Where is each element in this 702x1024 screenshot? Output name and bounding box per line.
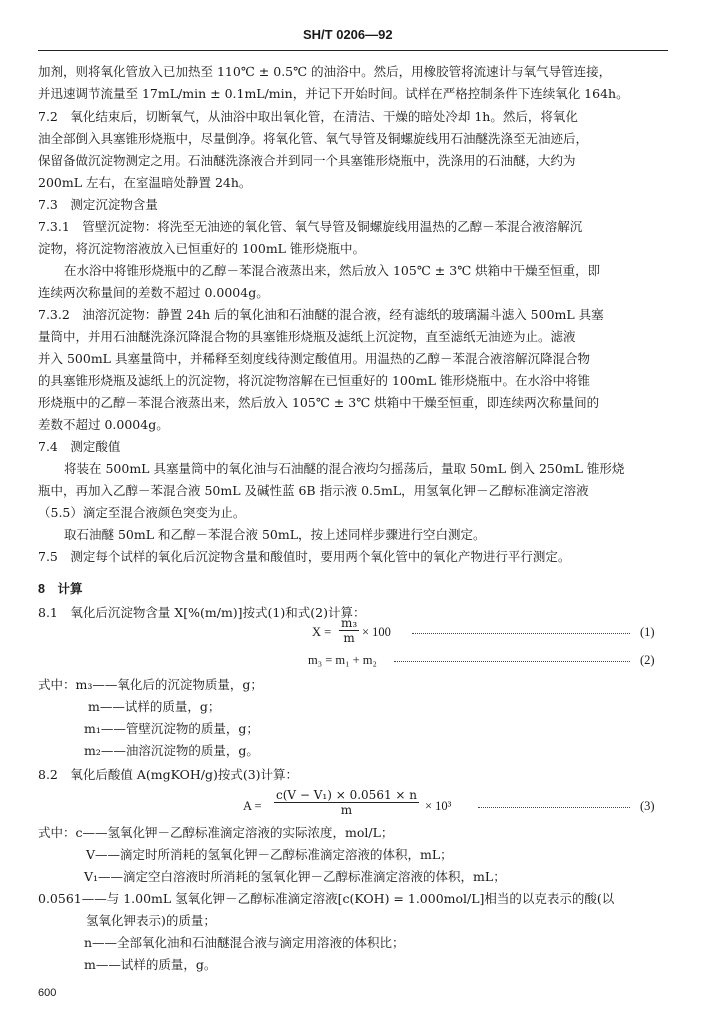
variable-definition: V₁——滴定空白溶液时所消耗的氢氧化钾－乙醇标准滴定溶液的体积，mL；: [84, 869, 506, 884]
leader-dots: [478, 807, 630, 808]
text-line: 7.5 测定每个试样的氧化后沉淀物含量和酸值时，要用两个氧化管中的氧化产物进行平行测定。: [38, 549, 571, 564]
text-line: 7.2 氧化结束后，切断氧气，从油浴中取出氧化管，在清洁、干燥的暗处冷却 1h。然后，将氧化: [38, 109, 578, 124]
page-number: 600: [38, 987, 57, 999]
text-line: 形烧瓶中的乙醇－苯混合液蒸出来，然后放入 105℃ ± 3℃ 烘箱中干燥至恒重，即连续两次称量间的: [38, 395, 600, 410]
variable-definition: 氢氧化钾表示)的质量；: [86, 913, 216, 928]
equation-expression: m₃ = m₁ + m₂: [308, 653, 377, 667]
fraction-denominator: m: [343, 631, 355, 645]
equation-tail: × 100: [362, 625, 391, 639]
section-heading-calculation: 8 计算: [38, 582, 83, 596]
leader-dots: [394, 661, 630, 662]
text-line: 在水浴中将锥形烧瓶中的乙醇－苯混合液蒸出来，然后放入 105℃ ± 3℃ 烘箱中干燥至恒重，即: [64, 263, 601, 278]
text-line: 并迅速调节流量至 17mL/min ± 0.1mL/min，并记下开始时间。试样在严格控制条件下连续氧化 164h。: [38, 86, 629, 101]
text-line: 将装在 500mL 具塞量筒中的氧化油与石油醚的混合液均匀摇荡后，量取 50mL 倒入 250mL 锥形烧: [64, 461, 625, 476]
equation-lhs: X =: [312, 625, 332, 639]
variable-definition: m₂——油溶沉淀物的质量，g。: [84, 743, 259, 758]
variable-definition: m——试样的质量，g。: [84, 957, 217, 972]
text-line: 8.2 氧化后酸值 A(mgKOH/g)按式(3)计算：: [38, 767, 299, 782]
text-line: 7.3.2 油溶沉淀物：静置 24h 后的氧化油和石油醚的混合液，经有滤纸的玻璃漏斗滤入 500mL 具塞: [38, 307, 604, 322]
text-line: 保留备做沉淀物测定之用。石油醚洗涤液合并到同一个具塞锥形烧瓶中，洗涤用的石油醚，大约为: [38, 153, 576, 168]
section-heading: 7.4 测定酸值: [38, 439, 121, 454]
fraction-denominator: m: [340, 803, 353, 817]
equation-tail: × 10³: [425, 799, 452, 813]
equation-lhs: A =: [243, 799, 262, 813]
equation-number: (1): [640, 625, 655, 639]
equation-number: (2): [640, 653, 655, 667]
variable-definition: m——试样的质量，g；: [88, 699, 221, 714]
text-line: 加剂，则将氧化管放入已加热至 110℃ ± 0.5℃ 的油浴中。然后，用橡胶管将流速计与氧气导管连接，: [38, 64, 612, 79]
text-line: 连续两次称量间的差数不超过 0.0004g。: [38, 285, 269, 300]
variable-definition: 式中：c——氢氧化钾－乙醇标准滴定溶液的实际浓度，mol/L；: [38, 825, 394, 840]
text-line: 200mL 左右，在室温暗处静置 24h。: [38, 175, 252, 190]
equation-fraction: [274, 789, 419, 816]
text-line: 油全部倒入具塞锥形烧瓶中，尽量倒净。将氧化管、氧气导管及铜螺旋线用石油醚洗涤至无油迹后，: [38, 131, 589, 146]
text-line: 取石油醚 50mL 和乙醇－苯混合液 50mL，按上述同样步骤进行空白测定。: [64, 527, 486, 542]
fraction-numerator: c(V − V₁) × 0.0561 × n: [276, 788, 417, 802]
equation-number: (3): [640, 799, 655, 813]
variable-definition: n——全部氧化油和石油醚混合液与滴定用溶液的体积比；: [84, 935, 405, 950]
text-line: 的具塞锥形烧瓶及滤纸上的沉淀物，将沉淀物溶解在已恒重好的 100mL 锥形烧瓶中。在水浴中将锥: [38, 373, 590, 388]
variable-definition: 0.0561——与 1.00mL 氢氧化钾－乙醇标准滴定溶液[c(KOH) = 1.000mol/L]相当的以克表示的酸(以: [38, 891, 615, 906]
text-line: 差数不超过 0.0004g。: [38, 417, 169, 432]
variable-definition: V——滴定时所消耗的氢氧化钾－乙醇标准滴定溶液的体积，mL；: [86, 847, 453, 862]
variable-definition: m₁——管壁沉淀物的质量，g；: [84, 721, 259, 736]
text-line: 7.3.1 管壁沉淀物：将洗至无油迹的氧化管、氧气导管及铜螺旋线用温热的乙醇－苯混合液溶解沉: [38, 219, 583, 234]
text-line: 并入 500mL 具塞量筒中，并稀释至刻度线待测定酸值用。用温热的乙醇－苯混合液溶解沉降混合物: [38, 351, 590, 366]
section-heading: 7.3 测定沉淀物含量: [38, 197, 158, 212]
leader-dots: [412, 633, 630, 634]
text-line: 淀物，将沉淀物溶液放入已恒重好的 100mL 锥形烧瓶中。: [38, 241, 365, 256]
document-code: SH/T 0206—92: [303, 27, 393, 42]
text-line: 瓶中，再加入乙醇－苯混合液 50mL 及碱性蓝 6B 指示液 0.5mL，用氢氧化钾－乙醇标准滴定溶液: [38, 483, 589, 498]
text-line: 量筒中，并用石油醚洗涤沉降混合物的具塞锥形烧瓶及滤纸上沉淀物，直至滤纸无油迹为止。滤液: [38, 329, 576, 344]
variable-definition: 式中：m₃——氧化后的沉淀物质量，g；: [38, 677, 263, 692]
equation-fraction: [339, 617, 359, 644]
header-rule: [38, 50, 668, 51]
text-line: 8.1 氧化后沉淀物含量 X[%(m/m)]按式(1)和式(2)计算：: [38, 605, 366, 620]
text-line: （5.5）滴定至混合液颜色突变为止。: [38, 505, 246, 520]
fraction-numerator: m₃: [341, 616, 358, 630]
